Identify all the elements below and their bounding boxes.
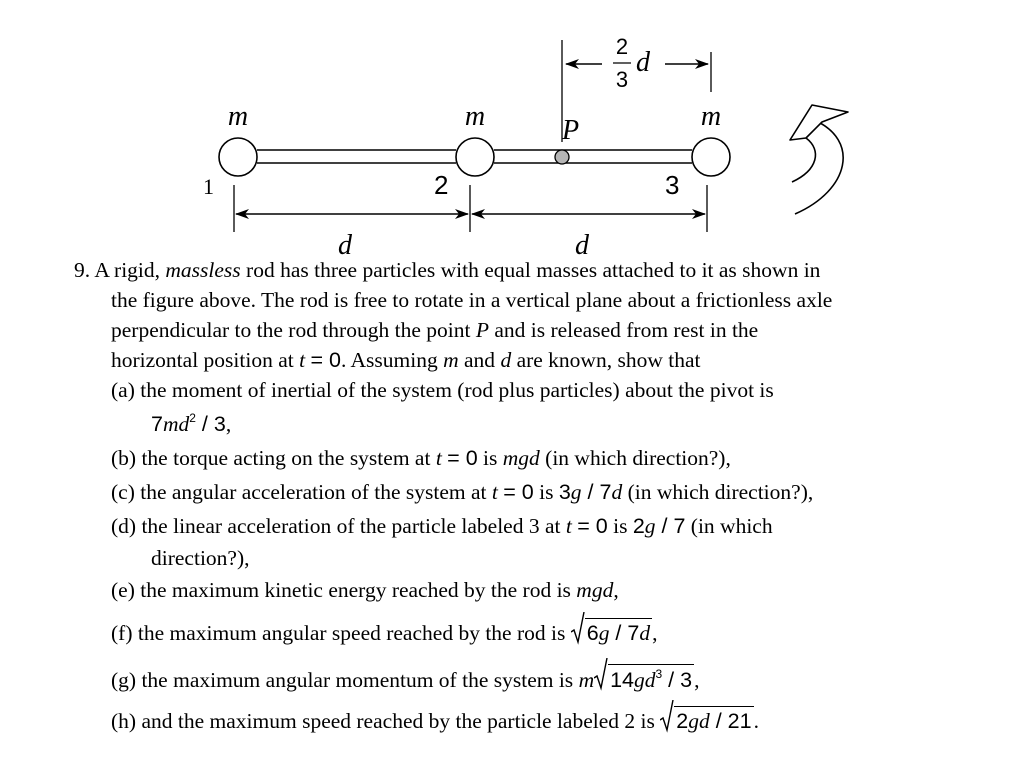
math-expr: 3 [558,480,571,504]
math-expr: / 3 [195,412,226,436]
pivot-point [555,150,569,164]
text: the figure above. The rod is free to rotate in a vertical plane about a frictionless axle [111,288,833,312]
distance-label-right: d [575,230,589,261]
problem-number: 9. [74,258,91,282]
text: , [225,412,232,436]
particle-label-1: 1 [203,174,214,199]
part-f [111,618,657,646]
text: are known, show that [516,348,701,372]
rod-figure [0,0,1024,262]
part-a [111,378,774,403]
math-expr: = 0 [447,446,478,470]
pivot-label: P [562,115,580,146]
text: and is released from rest in the [494,318,759,342]
part-label: (f) [111,621,133,645]
mass-label-2: m [464,101,486,132]
math-sup: 2 [189,411,196,425]
math-var: mgd [502,446,540,470]
math-var: gd [688,709,710,733]
offset-numerator: 2 [615,34,629,59]
text: the torque acting on the system at [141,446,431,470]
math-var: t [565,514,572,538]
text: the linear acceleration of the particle labeled 3 at [141,514,561,538]
math-var: P [475,318,489,342]
math-var: d [639,621,651,645]
mass-label-3: m [700,101,722,132]
distance-label-left: d [338,230,352,261]
offset-denominator: 3 [615,67,629,92]
math-var: d [500,348,512,372]
part-g [111,664,699,693]
part-label: (h) [111,709,137,733]
text: and [464,348,496,372]
text: . Assuming [340,348,438,372]
mass-label-1: m [227,101,249,132]
part-e [111,578,619,603]
text: the maximum angular momentum of the system is [141,668,574,692]
part-label: (a) [111,378,135,402]
part-d-cont [151,546,250,571]
text: , [694,668,700,692]
math-expr: = 0 [310,348,341,372]
particle-label-3: 3 [665,170,680,200]
text: , [613,578,619,602]
text: the moment of inertial of the system (rod plus particles) about the pivot is [140,378,774,402]
text: and the maximum speed reached by the particle labeled 2 is [141,709,655,733]
text: the maximum kinetic energy reached by the rod is [140,578,571,602]
math-expr: 14 [610,668,635,692]
problem-line-4 [111,348,700,373]
text: horizontal position at [111,348,294,372]
part-label: (d) [111,514,137,538]
math-expr: / 7 [655,514,686,538]
math-expr: 7 [151,412,163,436]
text: (in which direction?), [545,446,731,470]
offset-variable: d [636,47,650,78]
math-expr: 2 [632,514,645,538]
math-expr: / 3 [662,668,693,692]
text: is [539,480,554,504]
math-expr: / 7 [609,621,640,645]
text: (in which [690,514,773,538]
text: A rigid, [94,258,161,282]
math-var: m [578,668,595,692]
math-var: g [598,621,610,645]
text: the angular acceleration of the system at [140,480,487,504]
text: (in which direction?), [627,480,814,504]
math-var: t [435,446,442,470]
particle-label-2: 2 [434,170,449,200]
text: is [613,514,628,538]
part-h [111,706,759,734]
text: , [652,621,658,645]
particle-2 [456,138,494,176]
part-a-expr [151,411,231,437]
math-var: g [644,514,656,538]
part-c [111,480,813,505]
text-emphasis: massless [165,258,241,282]
particle-1 [219,138,257,176]
problem-line-3 [111,318,758,343]
rotation-arrow-head-icon [790,105,848,140]
sqrt-expr [660,706,753,734]
text: . [753,709,759,733]
sqrt-expr [571,618,652,646]
part-b [111,446,731,471]
math-var: mgd [576,578,614,602]
math-var: t [299,348,306,372]
math-sup: 3 [655,667,663,681]
problem-line-1 [74,258,820,283]
text: direction?), [151,546,250,570]
part-label: (e) [111,578,135,602]
math-var: g [570,480,582,504]
math-expr: 6 [586,621,599,645]
math-expr: 2 [676,709,689,733]
math-expr: = 0 [503,480,534,504]
particle-3 [692,138,730,176]
math-expr: / 7 [581,480,612,504]
part-label: (g) [111,668,137,692]
part-label: (b) [111,446,137,470]
math-var: t [491,480,498,504]
part-label: (c) [111,480,135,504]
math-var: md [162,412,190,436]
math-expr: / 21 [709,709,752,733]
problem-line-2 [111,288,832,313]
text: rod has three particles with equal masses attached to it as shown in [246,258,821,282]
math-var: m [443,348,459,372]
math-var: d [611,480,623,504]
math-var: gd [634,668,656,692]
text: is [483,446,498,470]
text: the maximum angular speed reached by the rod is [137,621,566,645]
sqrt-expr [594,664,694,693]
rotation-arrow-inner [792,138,815,182]
part-d [111,514,773,539]
math-expr: = 0 [577,514,608,538]
text: perpendicular to the rod through the point [111,318,471,342]
